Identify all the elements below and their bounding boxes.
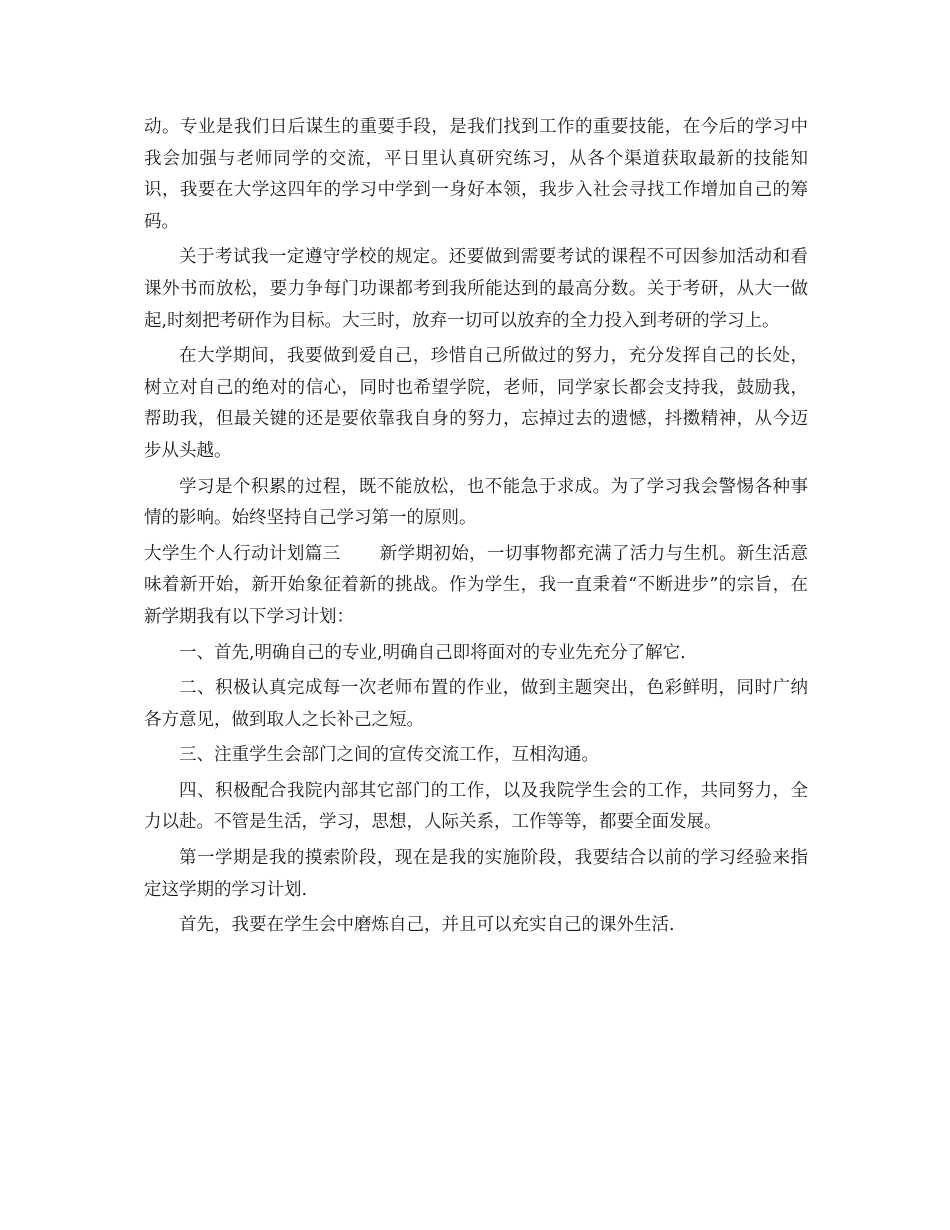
- paragraph-4: 学习是个积累的过程，既不能放松，也不能急于求成。为了学习我会警惕各种事情的影响。始终坚持自己学习第一的原则。: [144, 476, 808, 529]
- paragraph-3: 在大学期间，我要做到爱自己，珍惜自己所做过的努力，充分发挥自己的长处，树立对自己的绝对的信心，同时也希望学院，老师，同学家长都会支持我，鼓励我，帮助我，但最关键的还是要依靠我自身的努力，忘掉过去的遗憾，抖擞精神，从今迈步从头越。: [144, 346, 808, 461]
- paragraph-7: 二、积极认真完成每一次老师布置的作业，做到主题突出，色彩鲜明，同时广纳各方意见，做到取人之长补己之短。: [144, 678, 808, 730]
- paragraph-5: [144, 539, 808, 634]
- paragraph-11: 首先，我要在学生会中磨炼自己，并且可以充实自己的课外生活.: [179, 915, 675, 936]
- paragraph-1: 动。专业是我们日后谋生的重要手段，是我们找到工作的重要技能，在今后的学习中我会加强与老师同学的交流，平日里认真研究练习，从各个渠道获取最新的技能知识，我要在大学这四年的学习中学到一身好本领，我步入社会寻找工作增加自己的筹码。: [144, 117, 808, 232]
- paragraph-8: 三、注重学生会部门之间的宣传交流工作，互相沟通。: [179, 745, 599, 766]
- section-heading: 大学生个人行动计划篇三: [144, 543, 341, 564]
- paragraph-9: 四、积极配合我院内部其它部门的工作，以及我院学生会的工作，共同努力，全力以赴。不管是生活，学习，思想，人际关系，工作等等，都要全面发展。: [144, 780, 808, 833]
- paragraph-6: 一、首先,明确自己的专业,明确自己即将面对的专业先充分了解它.: [179, 642, 686, 663]
- document-page: [144, 112, 808, 946]
- paragraph-10: 第一学期是我的摸索阶段，现在是我的实施阶段，我要结合以前的学习经验来指定这学期的学习计划.: [144, 848, 808, 900]
- paragraph-5-text: 新学期初始，一切事物都充满了活力与生机。新生活意味着新开始，新开始象征着新的挑战。作为学生，我一直秉着“不断进步”的宗旨，在新学期我有以下学习计划：: [144, 543, 809, 627]
- paragraph-2: 关于考试我一定遵守学校的规定。还要做到需要考试的课程不可因参加活动和看课外书而放松，要力争每门功课都考到我所能达到的最高分数。关于考研，从大一做起,时刻把考研作为目标。大三时，放弃一切可以放弃的全力投入到考研的学习上。: [144, 247, 808, 331]
